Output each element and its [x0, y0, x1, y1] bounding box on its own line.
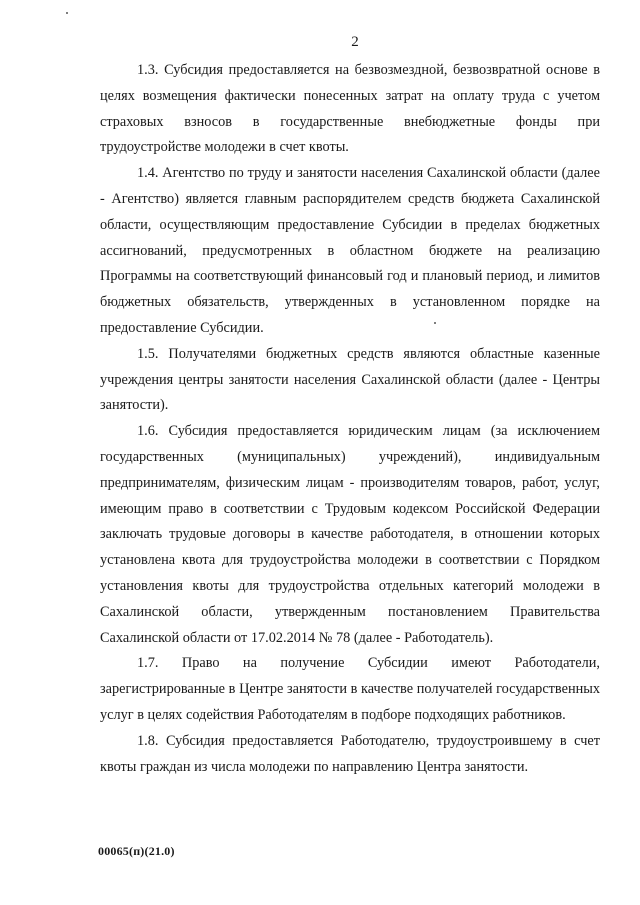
- paragraph-1-4: 1.4. Агентство по труду и занятости населения Сахалинской области (далее - Агентство) является главным распорядителем средств бюджета Сахалинской области, осуществляющим предоставление Субсидии в пределах бюджетных ассигнований, предусмотренных в областном бюджете на реализацию Программы на соответствующий финансовый год и плановый период, и лимитов бюджетных обязательств, утвержденных в установленном порядке на предоставление Субсидии.: [100, 165, 600, 336]
- paragraph-1-3: 1.3. Субсидия предоставляется на безвозмездной, безвозвратной основе в целях возмещения фактически понесенных затрат на оплату труда с учетом страховых взносов в государственные внебюджетные фонды при трудоустройстве молодежи в счет квоты.: [100, 62, 600, 156]
- paragraph-1-5: 1.5. Получателями бюджетных средств являются областные казенные учреждения центры занятости населения Сахалинской области (далее - Центры занятости).: [100, 345, 600, 414]
- page-number: 2: [351, 34, 359, 50]
- paragraph-1-8: 1.8. Субсидия предоставляется Работодателю, трудоустроившему в счет квоты граждан из числа молодежи по направлению Центра занятости.: [100, 732, 600, 775]
- paragraph-1-7: 1.7. Право на получение Субсидии имеют Работодатели, зарегистрированные в Центре занятости в качестве получателей государственных услуг в целях содействия Работодателям в подборе подходящих работников.: [100, 655, 600, 723]
- scan-speck: [434, 322, 436, 324]
- scan-speck: [66, 12, 68, 14]
- paragraph-1-6: 1.6. Субсидия предоставляется юридическим лицам (за исключением государственных (муниципальных) учреждений), индивидуальным предпринимателям, физическим лицам - производителям товаров, работ, услуг, имеющим право в соответствии с Трудовым кодексом Российской Федерации заключать трудовые договоры в качестве работодателя, в отношении которых установлена квота для трудоустройства молодежи в соответствии с Порядком установления квоты для трудоустройства отдельных категорий молодежи в Сахалинской области, утвержденным постановлением Правительства Сахалинской области от 17.02.2014 № 78 (далее - Работодатель).: [100, 423, 600, 646]
- document-body: [100, 58, 600, 780]
- document-code: 00065(п)(21.0): [98, 844, 175, 858]
